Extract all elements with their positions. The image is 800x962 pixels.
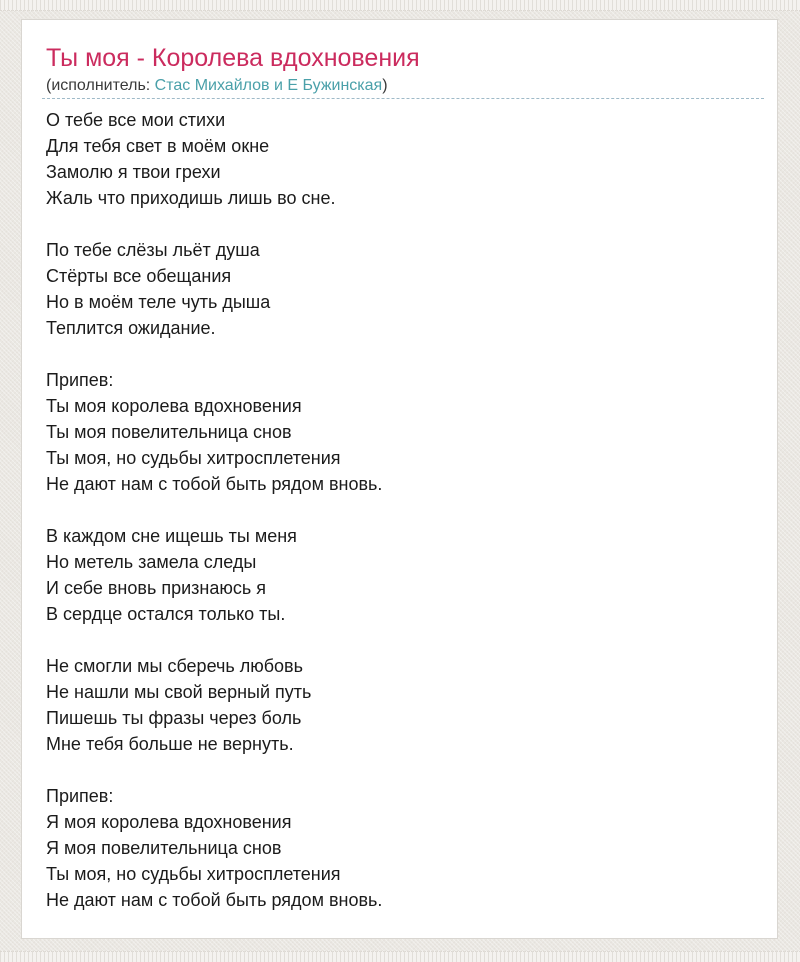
artist-prefix-label: (исполнитель: bbox=[46, 77, 155, 94]
lyrics-stanza: Припев: Ты моя королева вдохновения Ты моя повелительница снов Ты моя, но судьбы хитросплетения Не дают нам с тобой быть рядом вновь. bbox=[46, 370, 383, 494]
song-header bbox=[42, 44, 764, 99]
artist-line bbox=[46, 76, 764, 96]
artist-suffix-label: ) bbox=[382, 77, 388, 94]
page-title: Ты моя - Королева вдохновения bbox=[46, 44, 420, 72]
lyrics-stanza: Не смогли мы сберечь любовь Не нашли мы свой верный путь Пишешь ты фразы через боль Мне тебя больше не вернуть. bbox=[46, 656, 312, 754]
artist-link[interactable]: Стас Михайлов и Е Бужинская bbox=[154, 77, 383, 94]
lyrics-stanza: Припев: Я моя королева вдохновения Я моя повелительница снов Ты моя, но судьбы хитросплетения Не дают нам с тобой быть рядом вновь. bbox=[46, 786, 383, 910]
texture-edge-bottom bbox=[0, 951, 800, 962]
lyrics-stanza: О тебе все мои стихи Для тебя свет в моём окне Замолю я твои грехи Жаль что приходишь лишь во сне. bbox=[46, 110, 336, 208]
texture-edge-top bbox=[0, 0, 800, 11]
lyrics-card bbox=[21, 19, 778, 939]
lyrics bbox=[46, 107, 753, 913]
lyrics-stanza: В каждом сне ищешь ты меня Но метель замела следы И себе вновь признаюсь я В сердце остался только ты. bbox=[46, 526, 297, 624]
lyrics-stanza: По тебе слёзы льёт душа Стёрты все обещания Но в моём теле чуть дыша Теплится ожидание. bbox=[46, 240, 271, 338]
